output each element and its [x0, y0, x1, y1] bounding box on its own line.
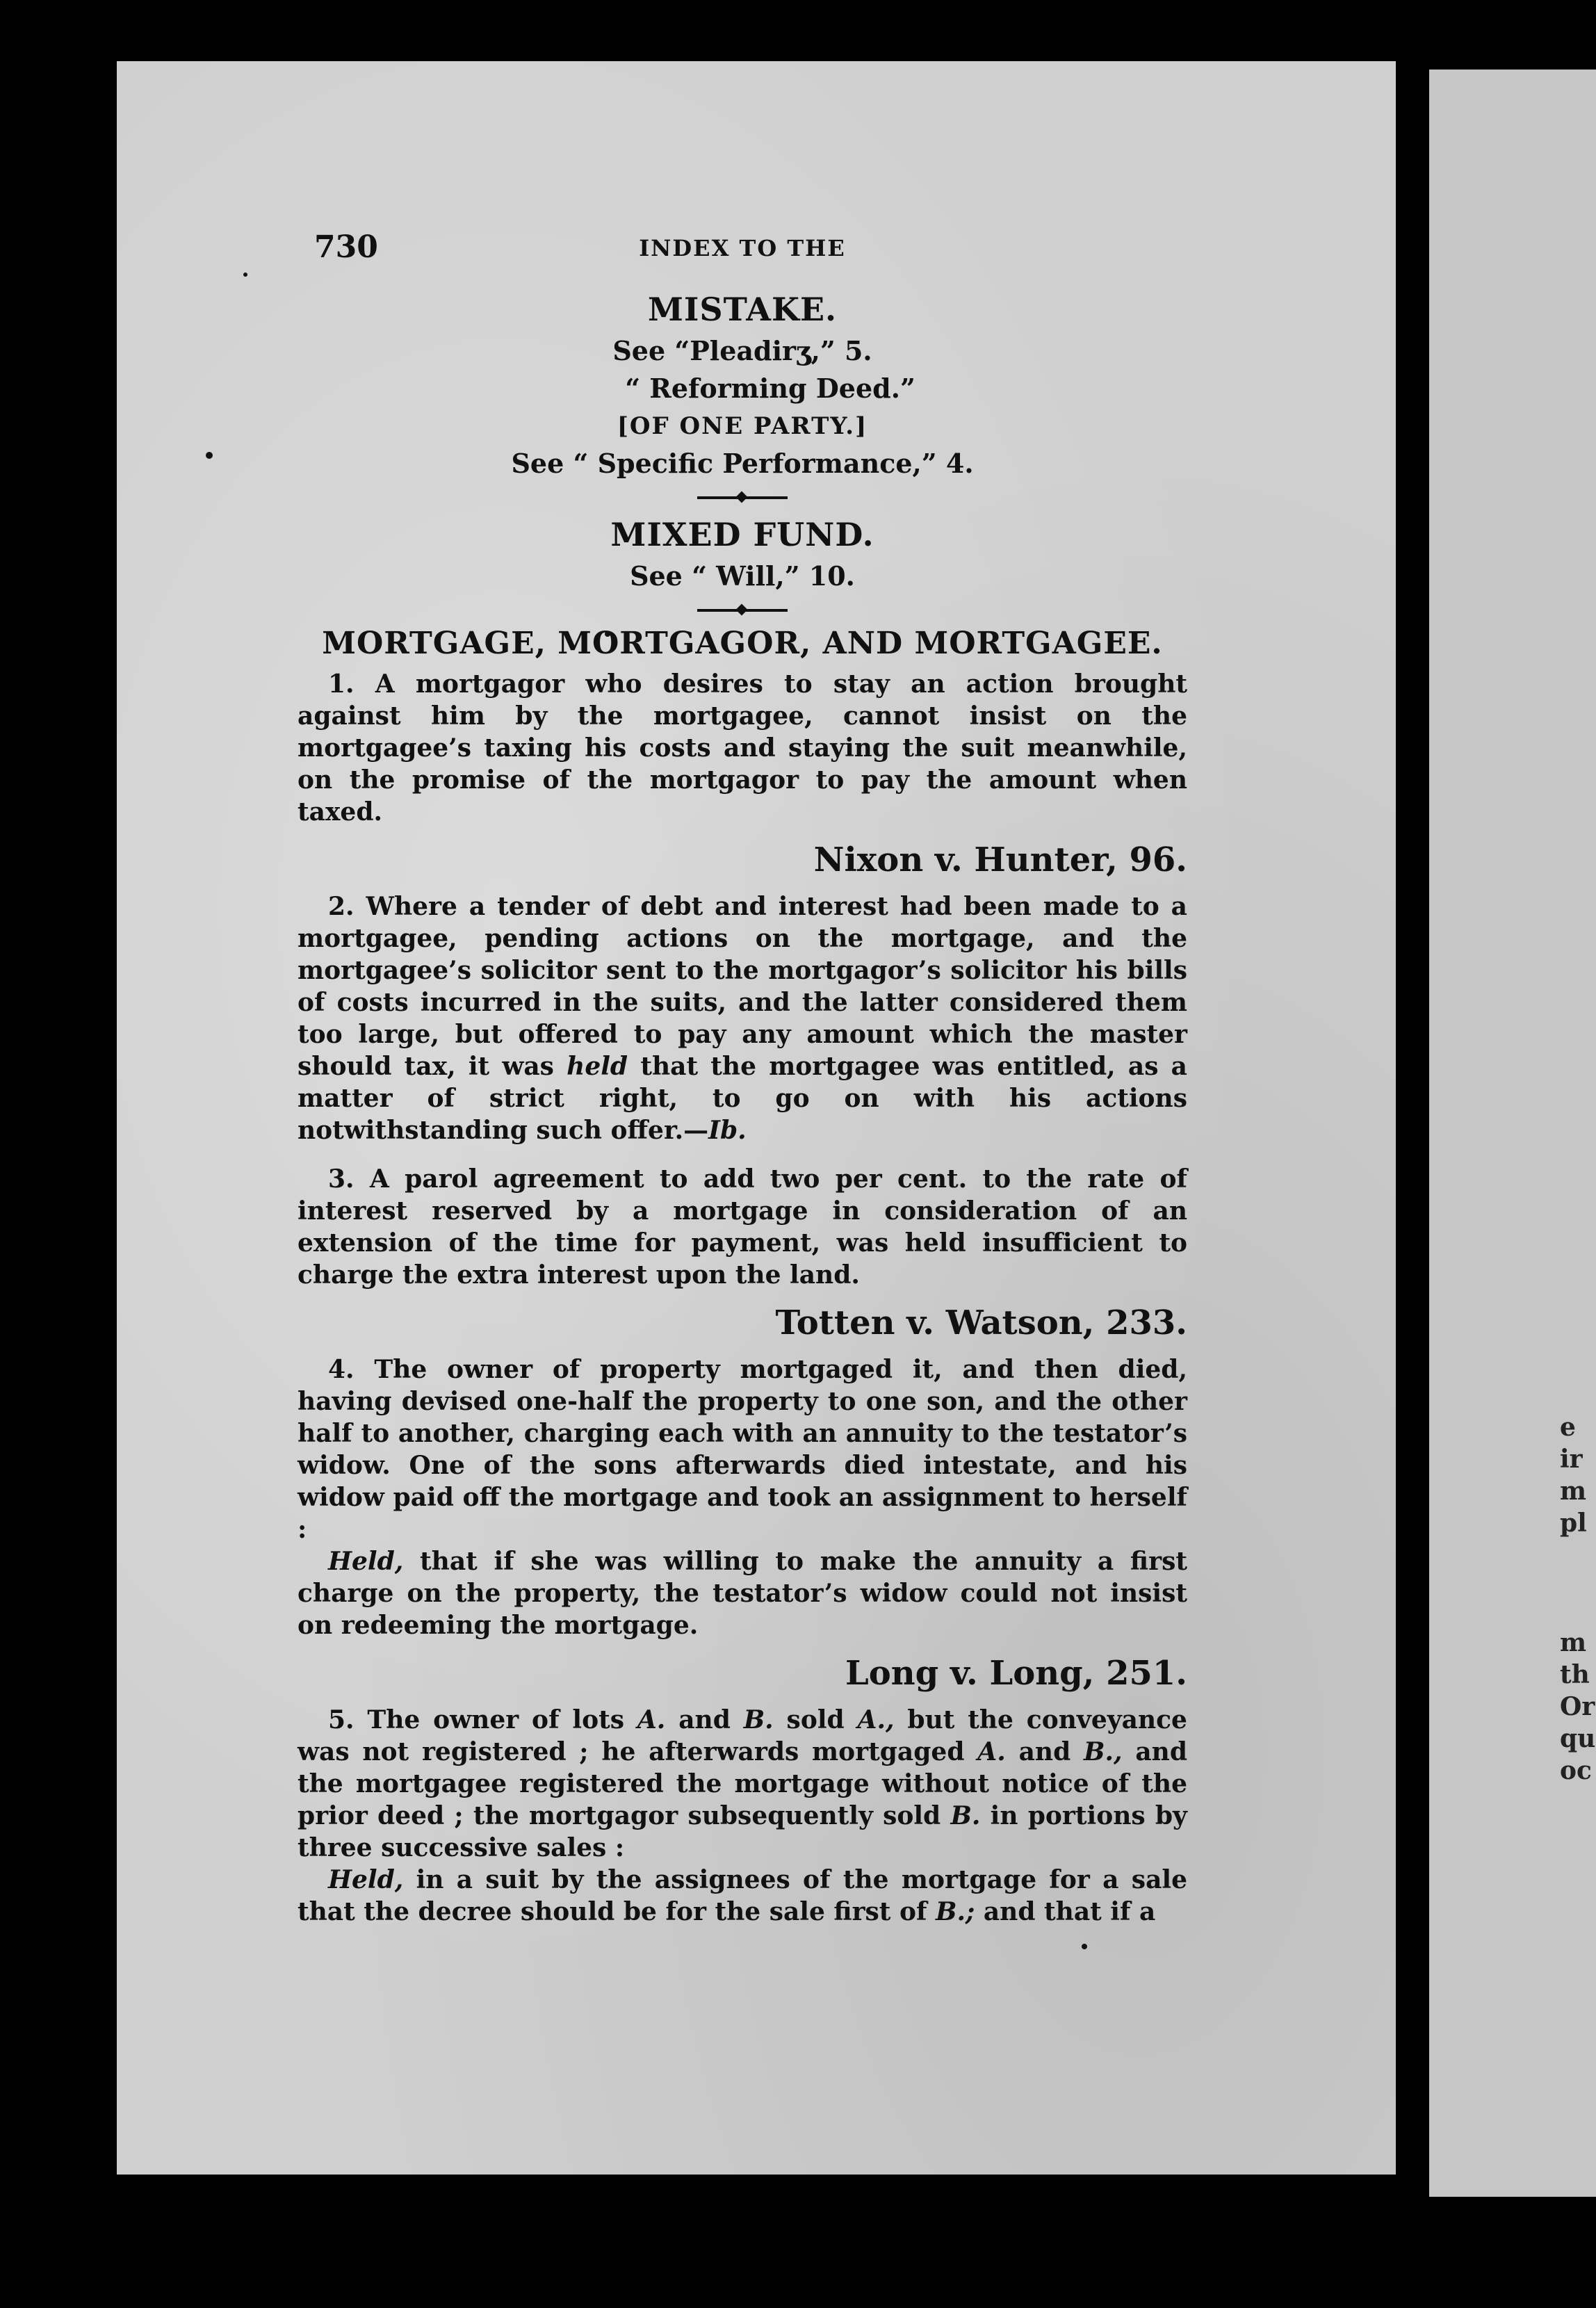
- text-run: in a suit by the assignees of the mortgage for a sale that the decree should be for the sale first of: [298, 1865, 1187, 1926]
- case-citation: Nixon v. Hunter, 96.: [813, 840, 1187, 879]
- text-run: that if she was willing to make the annuity a first charge on the property, the testator’s widow could not insist on redeeming the mortgage.: [298, 1547, 1187, 1640]
- ink-speck: [206, 452, 213, 459]
- fragment: pl: [1560, 1509, 1587, 1538]
- text-run: that the mortgagee was entitled, as a matter of strict right, to go on with his actions notwithstanding such offer.—: [298, 1052, 1187, 1145]
- paragraph-4: 4. The owner of property mortgaged it, and then died, having devised one-half the property to one son, and the other half to another, charging each with an annuity to the testator’s widow. One of the sons afterwards died intestate, and his widow paid off the mortgage and took an assignment to herself :: [298, 1355, 1187, 1544]
- text-run: and that if a: [983, 1897, 1156, 1926]
- heading-mistake: MISTAKE.: [647, 291, 838, 328]
- fragment: e: [1560, 1413, 1576, 1442]
- cross-reference: “ Reforming Deed.”: [625, 373, 915, 404]
- page-number: 730: [314, 229, 378, 265]
- text-run: 2. Where a tender of debt and interest had been made to a mortgagee, pending actions on the mortgage, and the mortgagee’s solicitor sent to the mortgagor’s solicitor his bills of costs incurred in the suits, and the latter considered them too large, but offered to pay any amount which the master should tax, it was: [298, 892, 1187, 1081]
- italic-lot: A.: [637, 1705, 666, 1734]
- text-run: sold: [786, 1705, 845, 1734]
- italic-lot: B.,: [1084, 1737, 1123, 1766]
- text-run: in portions by three successive sales :: [298, 1801, 1187, 1862]
- text-run: but the conveyance was not registered ; he afterwards mortgaged: [298, 1705, 1187, 1766]
- heading-mortgage: MORTGAGE, MORTGAGOR, AND MORTGAGEE.: [322, 626, 1163, 661]
- cross-reference: See “Pleadirʒ,” 5.: [612, 335, 872, 366]
- ink-speck: [243, 273, 247, 277]
- paragraph-2: [298, 891, 1187, 1146]
- paragraph-5: [298, 1704, 1187, 1864]
- subheading: [OF ONE PARTY.]: [617, 412, 868, 440]
- text-run: and the mortgagee registered the mortgage without notice of the prior deed ; the mortgagor subsequently sold: [298, 1737, 1187, 1830]
- fragment: ir: [1560, 1445, 1583, 1474]
- page-header: [298, 229, 1187, 278]
- text-run: 5. The owner of lots: [328, 1705, 624, 1734]
- italic-lot: B.: [743, 1705, 774, 1734]
- text-run: and: [1018, 1737, 1071, 1766]
- cross-reference: See “ Will,” 10.: [630, 560, 855, 592]
- paragraph-1: 1. A mortgagor who desires to stay an action brought against him by the mortgagee, cannot insist on the mortgagee’s taxing his costs and staying the suit meanwhile, on the promise of the mortgagor to pay the amount when taxed.: [298, 669, 1187, 827]
- section-divider: [697, 491, 788, 503]
- italic-held: Held,: [328, 1547, 404, 1576]
- italic-lot: A.: [977, 1737, 1006, 1766]
- ink-speck: [1082, 1944, 1087, 1949]
- paragraph-4-held: [298, 1545, 1187, 1641]
- fragment: m: [1560, 1628, 1587, 1657]
- section-divider: [697, 603, 788, 616]
- fragment: th: [1560, 1660, 1590, 1689]
- italic-held: Held,: [328, 1865, 404, 1894]
- case-citation: Totten v. Watson, 233.: [775, 1303, 1187, 1342]
- italic-lot: B.;: [936, 1897, 975, 1926]
- cross-reference: See “ Specific Performance,” 4.: [511, 448, 974, 479]
- case-citation: Long v. Long, 251.: [845, 1654, 1187, 1693]
- running-head: INDEX TO THE: [639, 235, 846, 261]
- italic-lot: B.: [950, 1801, 981, 1830]
- fragment: Or: [1560, 1692, 1595, 1721]
- paragraph-5-held: [298, 1864, 1187, 1928]
- fragment: m: [1560, 1477, 1587, 1506]
- italic-held: held: [567, 1052, 628, 1081]
- fragment: oc: [1560, 1756, 1592, 1785]
- adjacent-page-sliver: [1429, 70, 1596, 2197]
- page-content: [298, 229, 1187, 1928]
- italic-lot: A.,: [857, 1705, 895, 1734]
- text-run: and: [678, 1705, 731, 1734]
- fragment: qu: [1560, 1724, 1596, 1753]
- paragraph-3: 3. A parol agreement to add two per cent. to the rate of interest reserved by a mortgage in consideration of an extension of the time for payment, was held insufficient to charge the extra interest upon the land.: [298, 1164, 1187, 1290]
- italic-ib: Ib.: [708, 1116, 747, 1145]
- heading-mixed-fund: MIXED FUND.: [610, 516, 874, 553]
